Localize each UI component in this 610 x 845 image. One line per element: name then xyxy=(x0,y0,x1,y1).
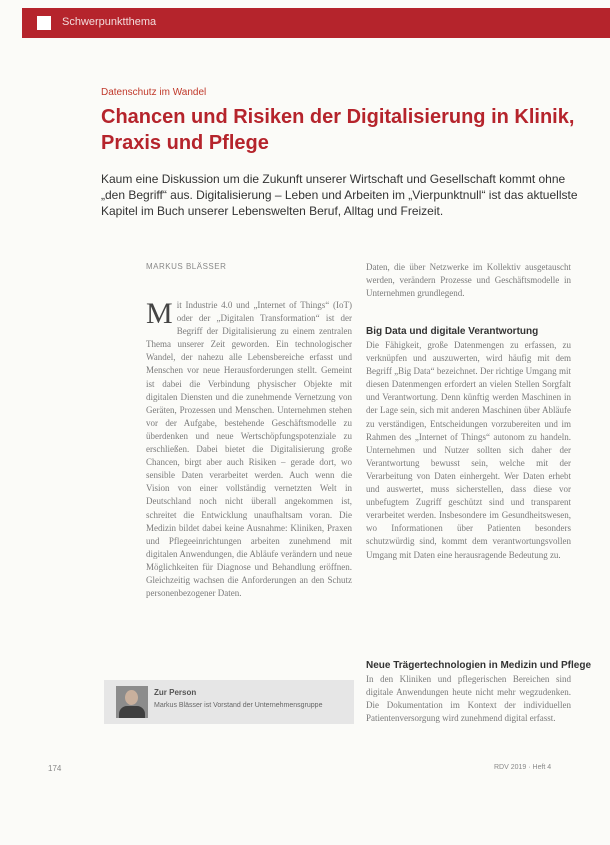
author-box-label: Zur Person xyxy=(154,688,197,697)
section-label: Schwerpunktthema xyxy=(62,16,157,28)
column-1-text xyxy=(146,299,352,600)
author-photo xyxy=(116,686,148,718)
article-lead: Kaum eine Diskussion um die Zukunft unserer Wirtschaft und Gesellschaft kommt ohne „den Begriff“ aus. Digitalisierung – Leben und Arbeiten im „Vierpunktnull“ ist das aktuellste Kapitel im Buch unserer Lebenswelten Beruf, Alltag und Freizeit. xyxy=(101,172,578,218)
column-2-intro: Daten, die über Netzwerke im Kollektiv ausgetauscht werden, verändern Prozesse und Geschäftsmodelle in Unternehmen grundlegend. xyxy=(366,262,571,299)
footer-issue: RDV 2019 · Heft 4 xyxy=(494,764,552,771)
column-1-body: it Industrie 4.0 und „Internet of Things“ (IoT) oder der „Digitalen Transformation“ ist der Begriff der Digitalisierung zu einem zentralen Thema unserer Zeit geworden. Ein technologischer Wandel, der nahezu alle Lebensbereiche erfasst und Menschen vor neue Herausforderungen stellt. Gemeint ist dabei die Verbindung physischer Objekte mit digitalen Diensten und die zunehmende Vernetzung von Geräten, Prozessen und Menschen. Unternehmen stehen vor der Aufgabe, bestehende Geschäftsmodelle zu überdenken und neue Wertschöpfungspotenziale zu erschließen. Dabei bietet die Digitalisierung große Chancen, birgt aber auch Risiken – gerade dort, wo sensible Daten verarbeitet werden. Auch wenn die Vision von einer vollständig vernetzten Welt in Deutschland noch nicht überall angekommen ist, schreitet die Entwicklung unaufhaltsam voran. Die Medizin bildet dabei keine Ausnahme: Kliniken, Praxen und Pflegeeinrichtungen arbeiten zunehmend mit digitalen Anwendungen, die Abläufe verändern und neue Möglichkeiten für Diagnose und Behandlung eröffnen. Gleichzeitig wachsen die Anforderungen an den Schutz personenbezogener Daten. xyxy=(146,300,352,599)
section-square-icon xyxy=(37,16,51,30)
article-kicker: Datenschutz im Wandel xyxy=(101,87,207,98)
page-number: 174 xyxy=(48,764,62,773)
subheading-new-technologies: Neue Trägertechnologien in Medizin und Pflege xyxy=(366,660,592,671)
column-2-body-2: In den Kliniken und pflegerischen Bereichen sind digitale Anwendungen heute nicht mehr wegzudenken. Die Dokumentation im Kontext der individuellen Patientenversorgung wird zunehmend digital erfasst. xyxy=(366,674,571,724)
drop-cap: M xyxy=(146,297,173,330)
subheading-big-data: Big Data und digitale Verantwortung xyxy=(366,326,539,337)
author-photo-head xyxy=(125,690,138,705)
section-bar xyxy=(22,8,610,38)
author-box-text: Markus Blässer ist Vorstand der Unternehmensgruppe xyxy=(154,702,323,709)
column-2-body: Die Fähigkeit, große Datenmengen zu erfassen, zu verknüpfen und auszuwerten, wird häufig mit dem Begriff „Big Data“ bezeichnet. Der richtige Umgang mit diesen Datenmengen erfordert an vielen Stellen Sorgfalt und Verantwortung. Denn künftig werden Maschinen in der Lage sein, sich mit anderen Maschinen über Abläufe zu verständigen, Entscheidungen vorzubereiten und im Rahmen des „Internet of Things“ autonom zu handeln. Unternehmen und Nutzer sollten sich daher der Verantwortung bewusst sein, welche mit der Verarbeitung von Daten einhergeht. Wer Daten erhebt und auswertet, muss sicherstellen, dass diese vor unbefugtem Zugriff geschützt sind und transparent verarbeitet werden. Insbesondere im Gesundheitswesen, wo Informationen über Patienten besonders schutzwürdig sind, kommt dem verantwortungsvollen Umgang mit Daten eine herausragende Bedeutung zu. xyxy=(366,340,571,560)
author-box xyxy=(104,680,354,724)
author-photo-body xyxy=(119,706,145,718)
author-byline: MARKUS BLÄSSER xyxy=(146,262,227,271)
article-title: Chancen und Risiken der Digitalisierung in Klinik, Praxis und Pflege xyxy=(101,106,575,154)
